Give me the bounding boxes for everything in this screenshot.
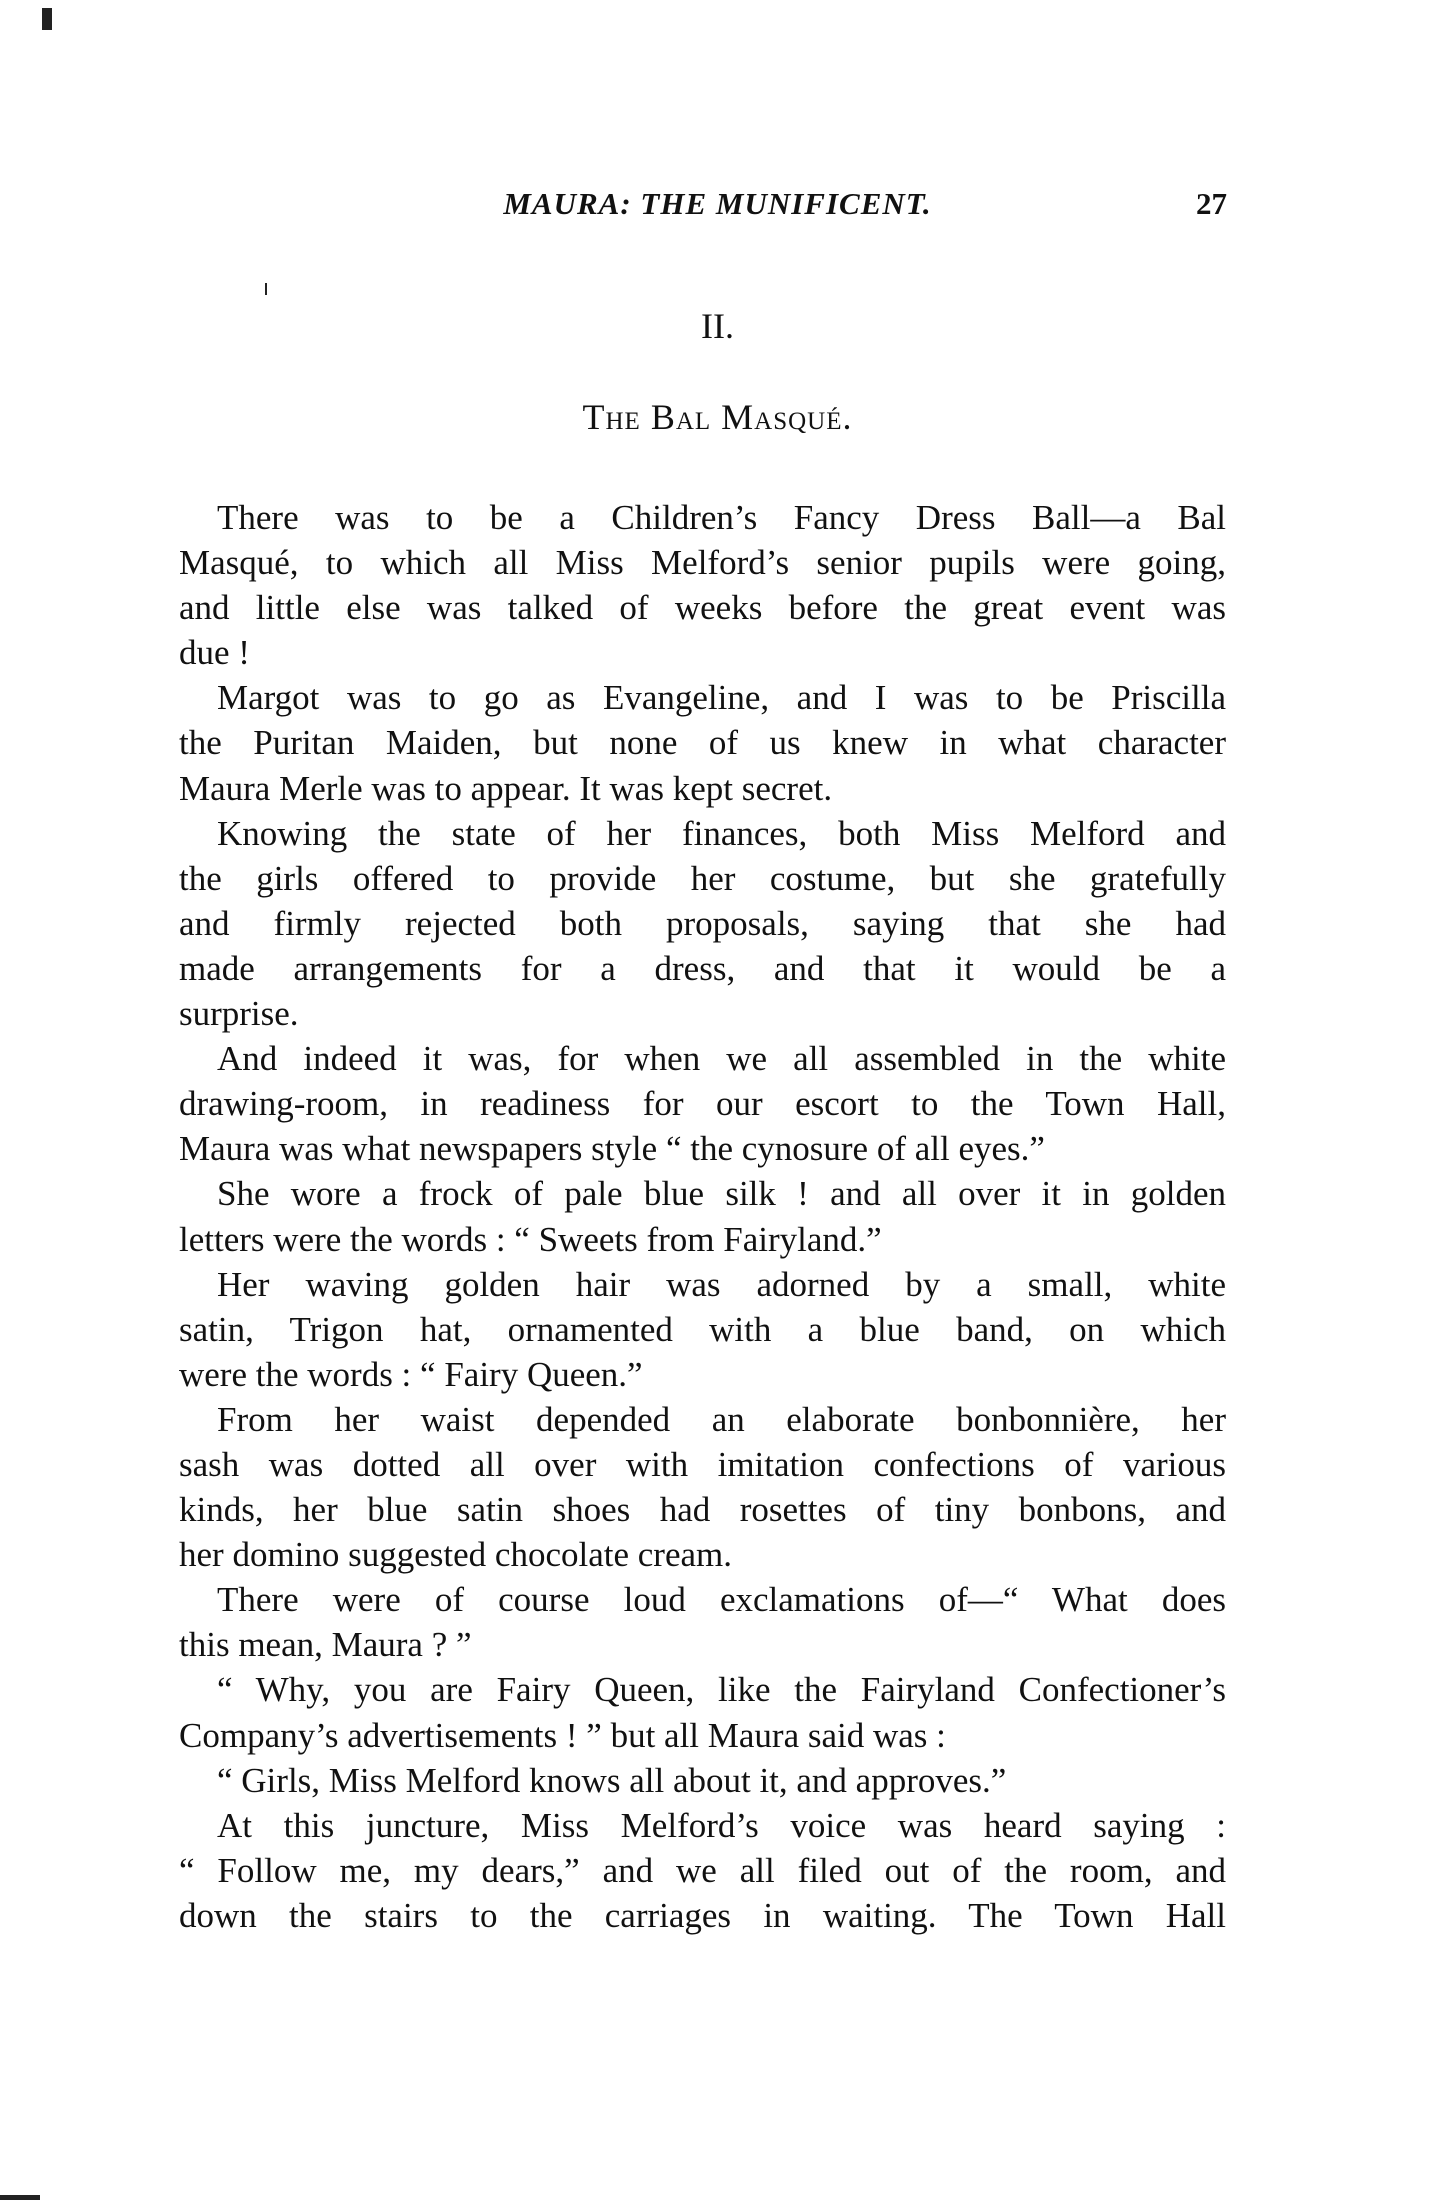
paragraph xyxy=(179,1758,1226,1803)
text-line: “ Girls, Miss Melford knows all about it, and approves.” xyxy=(217,1760,1007,1800)
text-line: surprise. xyxy=(179,994,299,1034)
paragraph xyxy=(179,1036,1226,1171)
text-line: Company’s advertisements ! ” but all Maura said was : xyxy=(179,1715,946,1755)
running-head: MAURA: THE MUNIFICENT. xyxy=(503,186,932,221)
paragraph xyxy=(179,675,1226,810)
text-line: made arrangements for a dress, and that it would be a xyxy=(179,948,1226,988)
text-line: Knowing the state of her finances, both Miss Melford and xyxy=(217,813,1226,853)
text-line: were the words : “ Fairy Queen.” xyxy=(179,1354,643,1394)
text-line: From her waist depended an elaborate bonbonnière, her xyxy=(217,1399,1226,1439)
text-line: the Puritan Maiden, but none of us knew in what character xyxy=(179,723,1226,763)
paragraph xyxy=(179,1262,1226,1397)
text-line: Maura Merle was to appear. It was kept secret. xyxy=(179,768,833,808)
scan-mark xyxy=(0,2195,40,2200)
text-line: due ! xyxy=(179,633,250,673)
paragraph xyxy=(179,1667,1226,1757)
page-number: 27 xyxy=(1196,186,1227,221)
text-line: “ Follow me, my dears,” and we all filed out of the room, and xyxy=(179,1850,1226,1890)
text-line: At this juncture, Miss Melford’s voice was heard saying : xyxy=(217,1805,1226,1845)
text-line: sash was dotted all over with imitation confections of various xyxy=(179,1444,1226,1484)
paragraph xyxy=(179,495,1226,675)
text-line: drawing-room, in readiness for our escort to the Town Hall, xyxy=(179,1084,1226,1124)
scan-speck xyxy=(42,8,52,30)
text-line: satin, Trigon hat, ornamented with a blue band, on which xyxy=(179,1309,1226,1349)
chapter-number: II. xyxy=(701,306,734,346)
text-line: There were of course loud exclamations of—“ What does xyxy=(217,1580,1226,1620)
text-line: her domino suggested chocolate cream. xyxy=(179,1535,732,1575)
scan-tick xyxy=(265,283,267,295)
paragraph xyxy=(179,1803,1226,1938)
paragraph xyxy=(179,811,1226,1036)
text-line: There was to be a Children’s Fancy Dress Ball—a Bal xyxy=(217,498,1226,537)
text-line: letters were the words : “ Sweets from Fairyland.” xyxy=(179,1219,882,1259)
chapter-title: The Bal Masqué. xyxy=(582,397,853,437)
text-line: Margot was to go as Evangeline, and I was to be Priscilla xyxy=(217,678,1226,718)
text-line: “ Why, you are Fairy Queen, like the Fairyland Confectioner’s xyxy=(217,1670,1226,1710)
text-line: kinds, her blue satin shoes had rosettes of tiny bonbons, and xyxy=(179,1490,1226,1530)
text-line: this mean, Maura ? ” xyxy=(179,1625,472,1665)
text-line: Masqué, to which all Miss Melford’s senior pupils were going, xyxy=(179,543,1226,583)
text-line: and firmly rejected both proposals, saying that she had xyxy=(179,903,1226,943)
text-line: down the stairs to the carriages in waiting. The Town Hall xyxy=(179,1895,1226,1935)
body-text xyxy=(179,495,1226,1938)
paragraph xyxy=(179,1577,1226,1667)
paragraph xyxy=(179,1171,1226,1261)
text-line: Her waving golden hair was adorned by a small, white xyxy=(217,1264,1226,1304)
text-line: and little else was talked of weeks before the great event was xyxy=(179,588,1226,628)
text-line: She wore a frock of pale blue silk ! and all over it in golden xyxy=(217,1174,1226,1214)
paragraph xyxy=(179,1397,1226,1577)
text-line: And indeed it was, for when we all assembled in the white xyxy=(217,1039,1226,1079)
text-line: Maura was what newspapers style “ the cynosure of all eyes.” xyxy=(179,1129,1045,1169)
text-line: the girls offered to provide her costume, but she gratefully xyxy=(179,858,1226,898)
